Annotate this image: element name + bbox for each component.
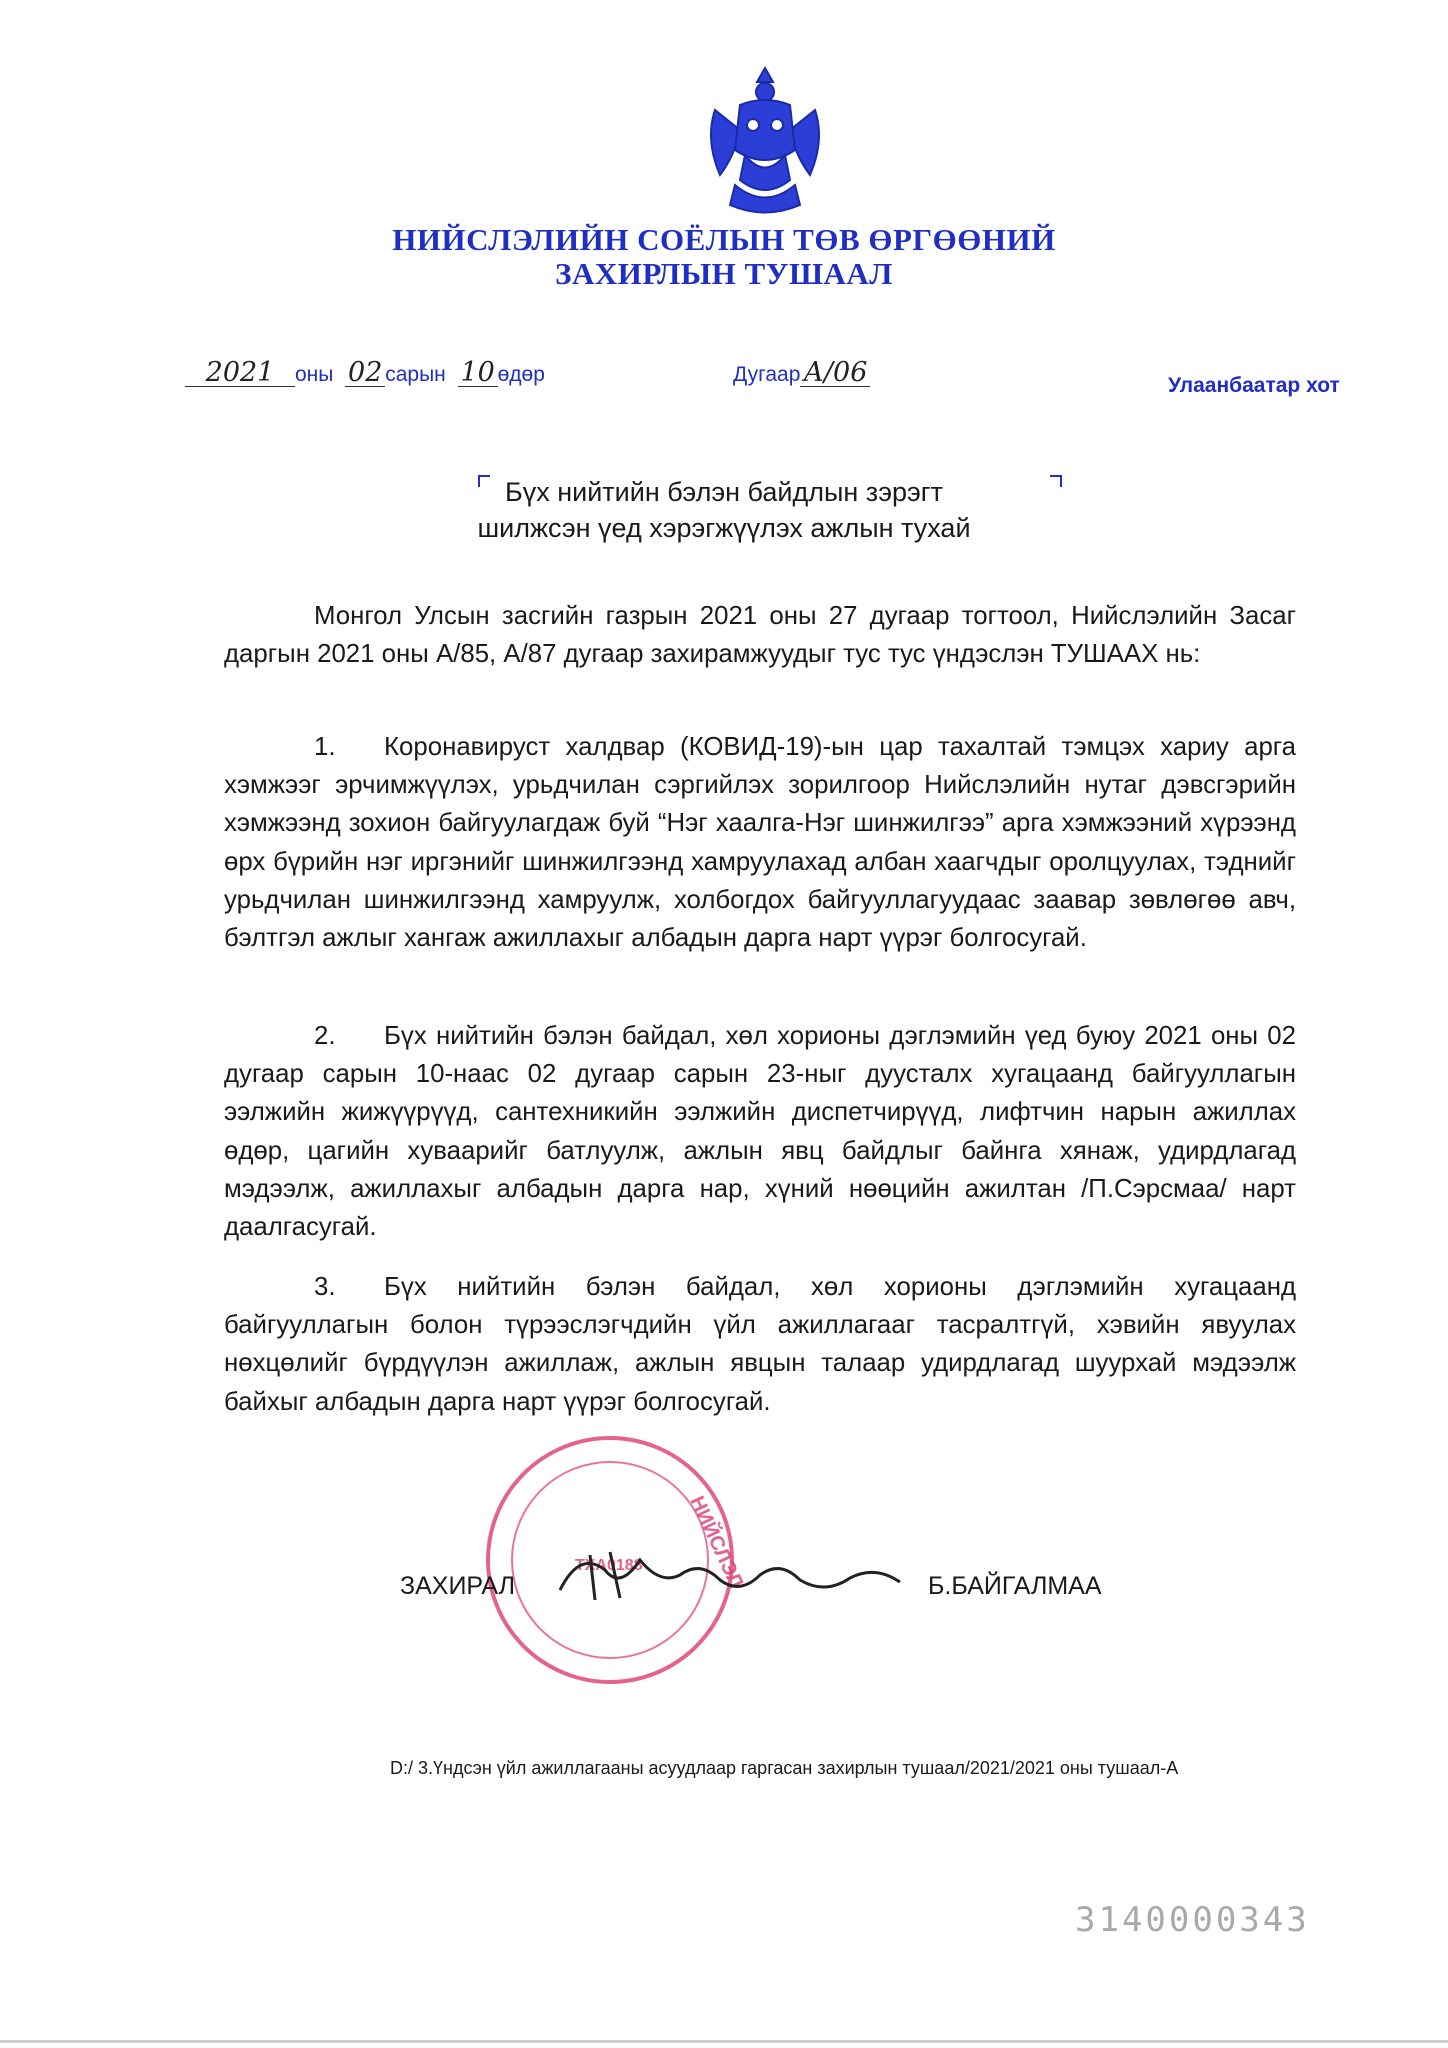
subject-line1: Бүх нийтийн бэлэн байдлын зэрэгт [505, 477, 943, 507]
item-number: 1. [314, 733, 336, 761]
stamp-text: НИЙСЛЭЛ [685, 1492, 748, 1592]
org-title-line2: ЗАХИРЛЫН ТУШААЛ [555, 256, 893, 291]
intro-text: Монгол Улсын засгийн газрын 2021 оны 27 дугаар тогтоол, Нийслэлийн Засаг даргын 2021 оны А/85, А/87 дугаар захирамжуудыг тус тус үндэслэн ТУШААХ нь: [224, 602, 1296, 669]
stamp-code: ТХА0188 [575, 1557, 643, 1574]
handwritten-signature [550, 1540, 910, 1610]
order-number-label: Дугаар [733, 363, 801, 386]
file-path-footer: D:/ 3.Үндсэн үйл ажиллагааны асуудлаар гаргасан захирлын тушаал/2021/2021 оны тушаал-А [390, 1758, 1179, 1778]
date-year-suffix: оны [295, 363, 334, 386]
date-day-suffix: өдөр [497, 363, 545, 386]
soyombo-coat-of-arms-icon [695, 60, 835, 220]
order-number: А/06 [800, 360, 870, 387]
order-item-1 [224, 728, 1296, 957]
scan-serial-number: 3140000343 [1075, 1900, 1310, 1940]
item-number: 3. [314, 1273, 336, 1301]
subject-line2: шилжсэн үед хэрэгжүүлэх ажлын тухай [477, 513, 971, 543]
page-bottom-edge [0, 2040, 1448, 2043]
item-text: Бүх нийтийн бэлэн байдал, хөл хорионы дэглэмийн үед буюу 2021 оны 02 дугаар сарын 10-наас 02 дугаар сарын 23-ныг дуусталх хугацаанд байгууллагын ээлжийн жижүүрүүд, сантехникийн ээлжийн диспетчирүүд, лифтчин нарын ажиллах өдөр, цагийн хуваарийг батлуулж, ажлын явц байдлыг байнга хянаж, удирдлагад мэдээлж, ажиллахыг албадын дарга нар, хүний нөөцийн ажилтан /П.Сэрсмаа/ нарт даалгасугай. [224, 1022, 1296, 1242]
item-text: Коронавируст халдвар (КОВИД-19)-ын цар тахалтай тэмцэх хариу арга хэмжээг эрчимжүүлэх, урьдчилан сэргийлэх зорилгоор Нийслэлийн нутаг дэвсгэрийн хэмжээнд зохион байгуулагдаж буй “Нэг хаалга-Нэг шинжилгээ” арга хэмжээний хүрээнд өрх бүрийн нэг иргэнийг шинжилгээнд хамруулахад албан хаагчдыг оролцуулах, тэднийг урьдчилан шинжилгээнд хамруулж, холбогдох байгууллагуудаас заавар зөвлөгөө авч, бэлтгэл ажлыг хангаж ажиллахыг албадын дарга нарт үүрэг болгосугай. [224, 733, 1296, 953]
signatory-title: ЗАХИРАЛ [400, 1572, 516, 1600]
signatory-name: Б.БАЙГАЛМАА [928, 1572, 1102, 1600]
order-item-3 [224, 1268, 1296, 1421]
item-number: 2. [314, 1022, 336, 1050]
date-field [185, 357, 545, 388]
org-title-line1: НИЙСЛЭЛИЙН СОЁЛЫН ТӨВ ӨРГӨӨНИЙ [392, 222, 1056, 257]
item-text: Бүх нийтийн бэлэн байдал, хөл хорионы дэглэмийн хугацаанд байгууллагын болон түрээслэгчдийн үйл ажиллагааг тасралтгүй, хэвийн явуулах нөхцөлийг бүрдүүлэн ажиллаж, ажлын явцын талаар удирдлагад шуурхай мэдээлж байхыг албадын дарга нарт үүрэг болгосугай. [224, 1273, 1296, 1416]
date-day: 10 [458, 360, 498, 387]
date-month: 02 [345, 360, 385, 387]
order-item-2 [224, 1017, 1296, 1246]
intro-paragraph [224, 597, 1296, 673]
date-year: 2021 [185, 360, 295, 387]
date-month-suffix: сарын [385, 363, 446, 386]
order-number-field [733, 357, 870, 388]
city-label: Улаанбаатар хот [1168, 374, 1340, 397]
